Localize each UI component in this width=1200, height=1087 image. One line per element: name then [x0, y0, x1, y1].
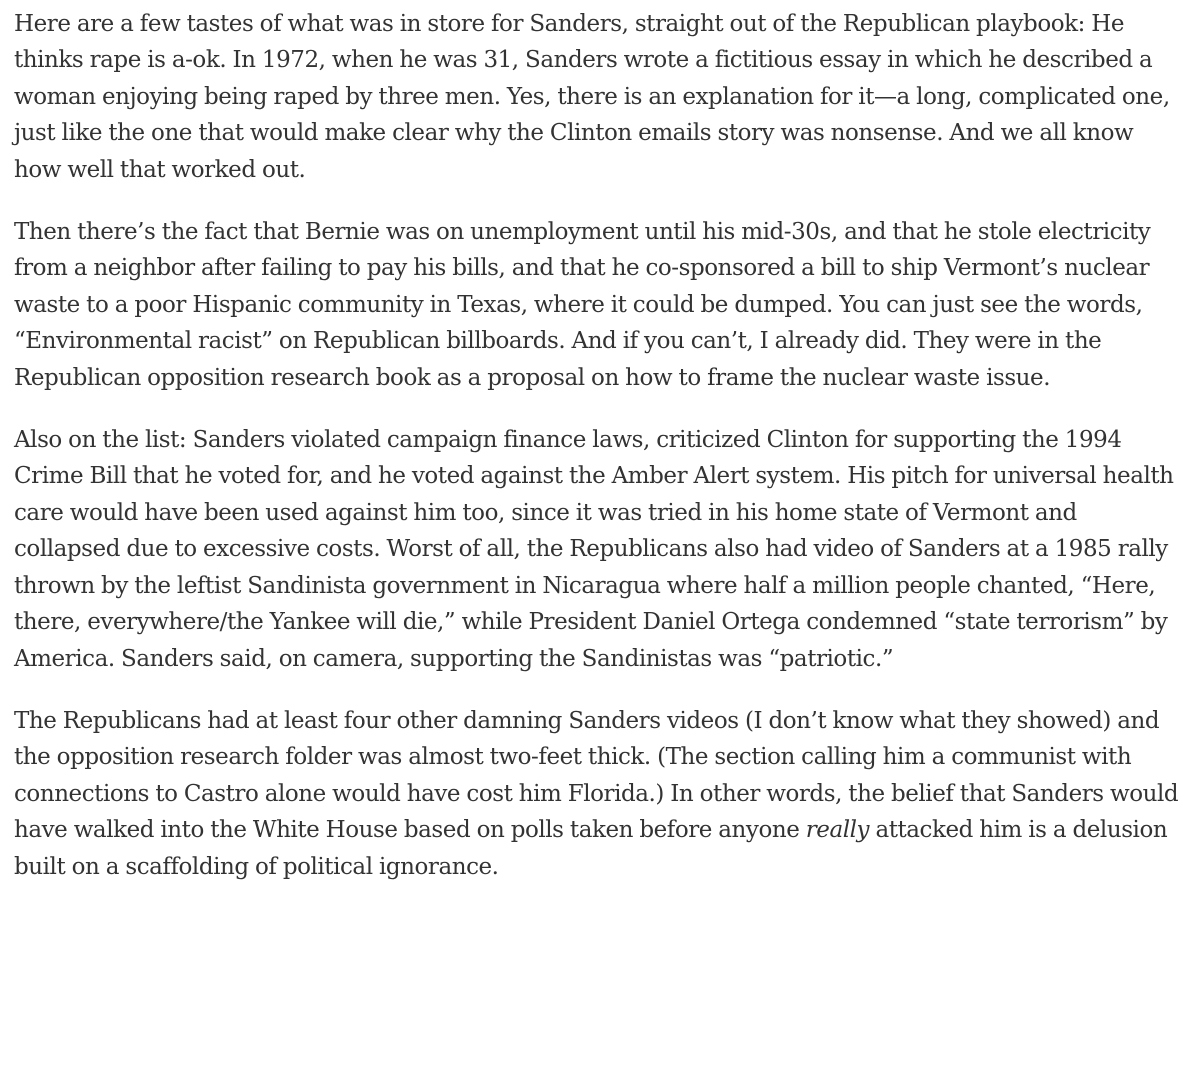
paragraph-republican-playbook: Here are a few tastes of what was in store for Sanders, straight out of the Republican playbook: He thinks rape is a-ok. In 1972, when he was 31, Sanders wrote a fictitious essay in which he described a woman enjoying being raped by three men. Yes, there is an explanation for it—a long, complicated one, just like the one that would make clear why the Clinton emails story was nonsense. And we all know how well that worked out. — [14, 11, 1170, 183]
paragraph-conclusion — [14, 703, 1184, 885]
paragraph-unemployment-nuclear-waste: Then there’s the fact that Bernie was on unemployment until his mid-30s, and that he stole electricity from a neighbor after failing to pay his bills, and that he co-sponsored a bill to ship Vermont’s nuclear waste to a poor Hispanic community in Texas, where it could be dumped. You can just see the words, “Environmental racist” on Republican billboards. And if you can’t, I already did. They were in the Republican opposition research book as a proposal on how to frame the nuclear waste issue. — [14, 219, 1151, 391]
paragraph-opposition-list: Also on the list: Sanders violated campaign finance laws, criticized Clinton for supporting the 1994 Crime Bill that he voted for, and he voted against the Amber Alert system. His pitch for universal health care would have been used against him too, since it was tried in his home state of Vermont and collapsed due to excessive costs. Worst of all, the Republicans also had video of Sanders at a 1985 rally thrown by the leftist Sandinista government in Nicaragua where half a million people chanted, “Here, there, everywhere/the Yankee will die,” while President Daniel Ortega condemned “state terrorism” by America. Sanders said, on camera, supporting the Sandinistas was “patriotic.” — [14, 427, 1174, 672]
emphasis-really: really — [805, 817, 870, 844]
conclusion-text-after: attacked him is a delusion built on a scaffolding of political ignorance. — [14, 817, 1168, 880]
conclusion-text-before: The Republicans had at least four other damning Sanders videos (I don’t know what they showed) and the opposition research folder was almost two-feet thick. (The section calling him a communist with connections to Castro alone would have cost him Florida.) In other words, the belief that Sanders would have walked into the White House based on polls taken before anyone — [14, 707, 1179, 844]
